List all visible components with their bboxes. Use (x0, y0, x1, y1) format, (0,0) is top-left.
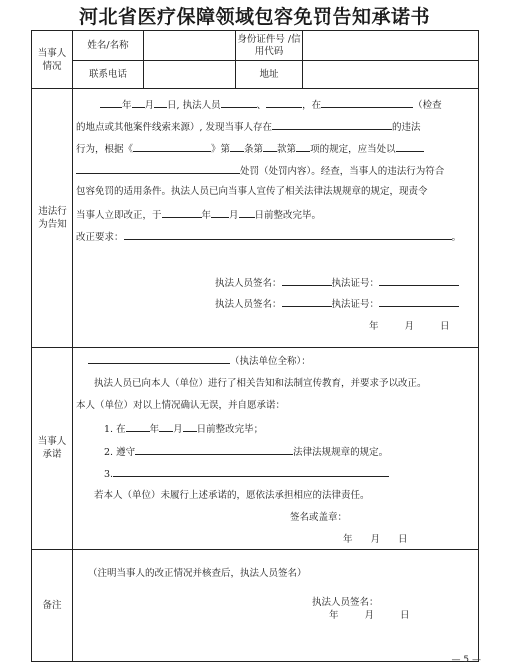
id-field[interactable] (303, 31, 479, 60)
phone-field[interactable] (144, 60, 235, 88)
blank-unit-name[interactable] (88, 354, 230, 364)
blank-penalty-a[interactable] (396, 142, 424, 152)
violation-line-5: 包容免罚的适用条件。执法人员已向当事人宣传了相关法律法规规章的规定，现责令 (76, 186, 428, 197)
blank-requirement[interactable] (124, 230, 452, 240)
violation-line-3: 行为，根据《 》第 条第 款第 项的规定，应当处以 (76, 142, 424, 156)
blank-item[interactable] (296, 142, 310, 152)
officer-sign-row-2: 执法人员签名： 执法证号： (215, 297, 459, 311)
violation-section-label: 违法行为告知 (38, 205, 67, 230)
promise-p2: 本人（单位）对以上情况确认无误，并自愿承诺： (76, 400, 286, 411)
blank-promise-month[interactable] (159, 422, 173, 432)
violation-line-1: 年 月 日, 执法人员 、 ，在 （检查 (100, 98, 442, 112)
blank-violation[interactable] (272, 120, 392, 130)
remark-section-label: 备注 (42, 600, 62, 611)
blank-officer-sig-1[interactable] (282, 276, 332, 286)
blank-cert-1[interactable] (379, 276, 459, 286)
name-field[interactable] (144, 31, 235, 60)
phone-label: 联系电话 (88, 68, 127, 80)
address-field[interactable] (303, 60, 479, 88)
page-number: — 5 — (451, 655, 481, 665)
promise-item-3: 3. (104, 467, 389, 481)
violation-date: 年 月 日 (369, 321, 450, 332)
remark-note: （注明当事人的改正情况并核查后，执法人员签名） (88, 568, 307, 579)
blank-place[interactable] (321, 98, 413, 108)
blank-officer-2[interactable] (266, 98, 302, 108)
promise-date: 年 月 日 (343, 534, 408, 545)
remark-officer-sign: 执法人员签名： (312, 597, 379, 608)
blank-article[interactable] (230, 142, 244, 152)
row-divider (32, 549, 479, 550)
document-title: 河北省医疗保障领域包容免罚告知承诺书 (78, 6, 430, 28)
blank-promise-other[interactable] (113, 467, 389, 477)
blank-deadline-month[interactable] (211, 208, 229, 218)
row-divider (32, 88, 479, 89)
blank-promise-day[interactable] (183, 422, 197, 432)
row-divider (32, 347, 479, 348)
officer-sign-row-1: 执法人员签名： 执法证号： (215, 276, 459, 290)
id-label: 身份证件号 /信用代码 (237, 33, 301, 57)
blank-clause[interactable] (263, 142, 277, 152)
remark-date: 年 月 日 (329, 610, 410, 621)
blank-officer-sig-2[interactable] (282, 297, 332, 307)
blank-day[interactable] (154, 98, 167, 108)
promise-section-label: 当事人承诺 (37, 436, 67, 460)
blank-promise-year[interactable] (126, 422, 150, 432)
blank-cert-2[interactable] (379, 297, 459, 307)
blank-year[interactable] (100, 98, 122, 108)
blank-promise-law[interactable] (135, 445, 293, 455)
violation-line-6: 当事人立即改正，于 年 月 日前整改完毕。 (76, 210, 322, 221)
blank-officer-1[interactable] (221, 98, 257, 108)
promise-sign: 签名或盖章： (290, 512, 348, 523)
promise-p3: 若本人（单位）未履行上述承诺的，愿依法承担相应的法律责任。 (94, 490, 370, 501)
blank-law[interactable] (133, 142, 211, 152)
form-table (31, 30, 479, 662)
column-divider (72, 31, 73, 662)
requirement-line: 改正要求： 。 (76, 232, 462, 243)
name-label: 姓名/名称 (87, 40, 129, 51)
promise-item-1: 1. 在 年 月 日前整改完毕； (104, 424, 264, 435)
promise-p1: 执法人员已向本人（单位）进行了相关告知和法制宣传教育，并要求予以改正。 (94, 378, 427, 389)
promise-item-2: 2. 遵守 法律法规规章的规定。 (104, 447, 389, 458)
party-section-label: 当事人情况 (37, 47, 67, 72)
address-label: 地址 (259, 68, 279, 80)
unit-fullname-line: （执法单位全称）： (88, 354, 311, 368)
blank-penalty-b[interactable] (76, 164, 240, 174)
blank-month[interactable] (132, 98, 145, 108)
violation-line-2: 的地点或其他案件线索来源）, 发现当事人存在 的违法 (76, 122, 421, 133)
blank-deadline-day[interactable] (239, 208, 255, 218)
blank-deadline-year[interactable] (162, 208, 202, 218)
violation-line-4: 处罚（处罚内容）。经查，当事人的违法行为符合 (76, 164, 444, 178)
